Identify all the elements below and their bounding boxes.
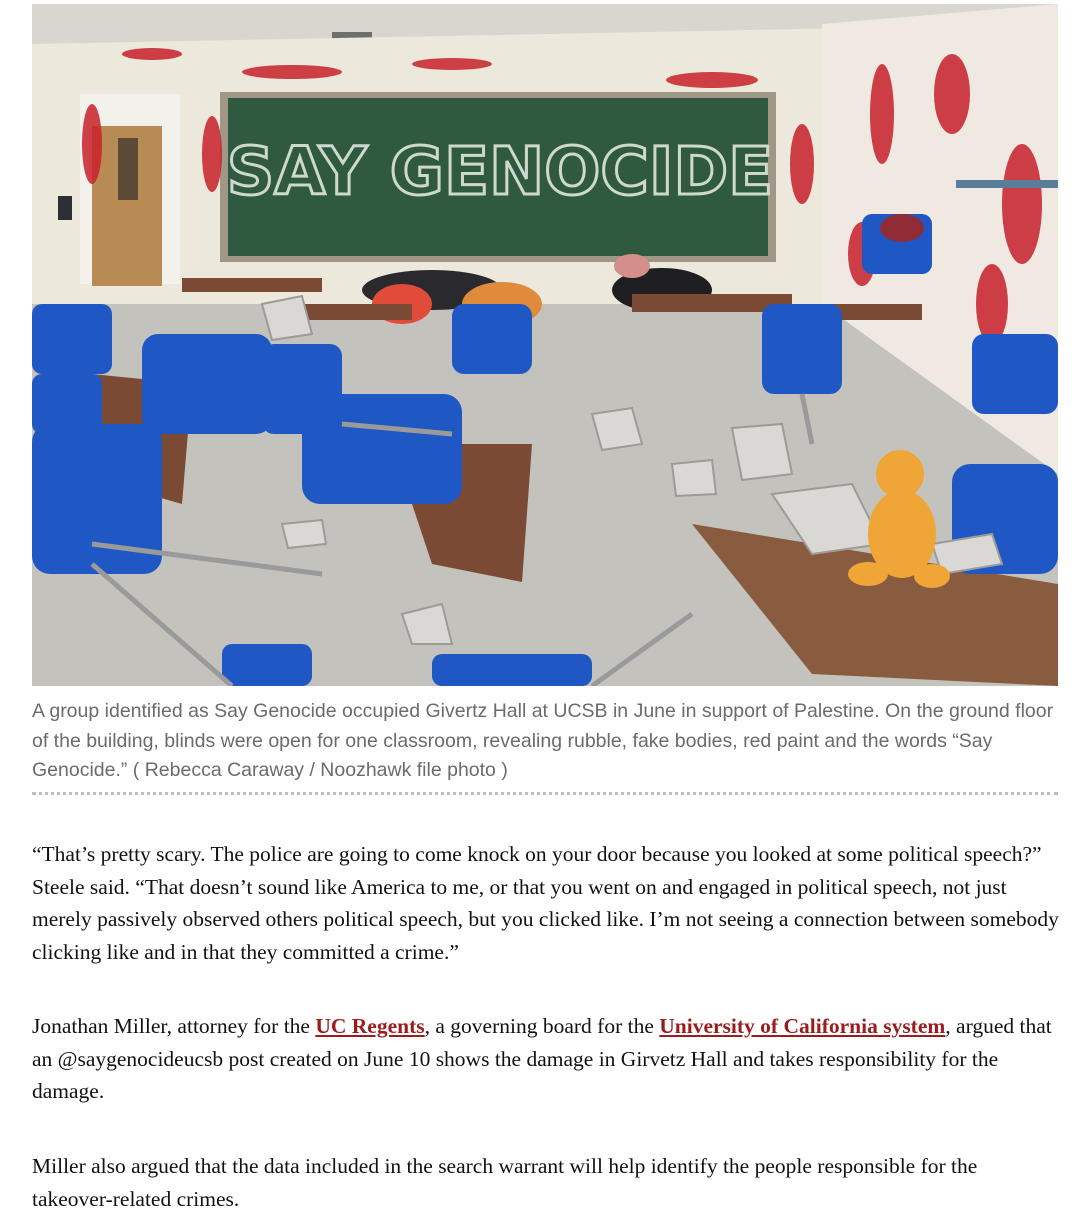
chalk-text: SAY GENOCIDE (226, 133, 774, 210)
debris-pile (880, 214, 924, 242)
article-paragraph: “That’s pretty scary. The police are going to come knock on your door because you looked at some political speech?” Steele said. “That doesn’t sound like America to me, or that you went on and engaged in political speech, not just merely passively observed others political speech, but you clicked like. I’m not seeing a connection between somebody clicking like and in that they committed a crime.” (32, 842, 1059, 964)
wall-phone (58, 196, 72, 220)
caption-divider (32, 792, 1058, 795)
university-of-california-system-link[interactable]: University of California system (659, 1014, 946, 1038)
paragraph-text: , argued that an @saygenocideucsb post created on June 10 shows the damage in Girvetz Hall and takes responsibility for the damage. (32, 1014, 1052, 1103)
article-paragraph: Miller also argued that the data included in the search warrant will help identify the people responsible for the takeover-related crimes. (32, 1154, 978, 1211)
classroom-photo (32, 4, 1058, 686)
wall-shelf (956, 180, 1058, 188)
door-window (118, 138, 138, 200)
paragraph-text: Jonathan Miller, attorney for the (32, 1014, 316, 1038)
article-paragraph (32, 1010, 1062, 1108)
paragraph-text: , a governing board for the (424, 1014, 660, 1038)
classroom-photo-illustration (32, 4, 1058, 686)
uc-regents-link[interactable]: UC Regents (315, 1014, 425, 1038)
mask (614, 254, 650, 278)
photo-caption: A group identified as Say Genocide occupied Givertz Hall at UCSB in June in support of Palestine. On the ground floor of the building, blinds were open for one classroom, revealing rubble, fake bodies, red paint and the words “Say Genocide.” ( Rebecca Caraway / Noozhawk file photo ) (32, 700, 1054, 781)
